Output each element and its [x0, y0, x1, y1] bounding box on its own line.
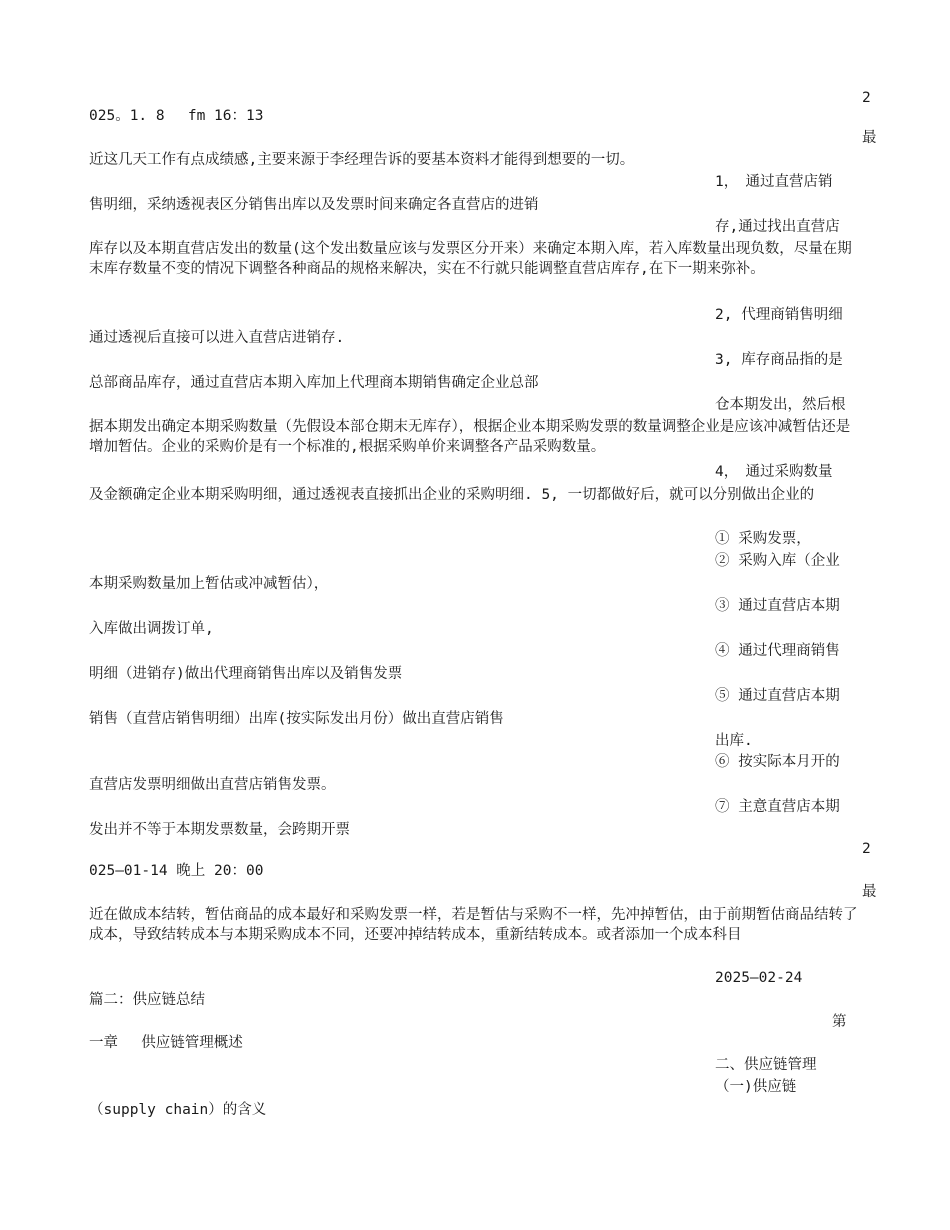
- paragraph-line: 通过透视后直接可以进入直营店进销存.: [89, 330, 345, 346]
- paragraph: 及金额确定企业本期采购明细，通过透视表直接抓出企业的采购明细. 5, 一切都做好后，就可以分别做出企业的: [89, 487, 815, 503]
- list-item: 2, 代理商销售明细: [715, 307, 843, 323]
- list-item: 3, 库存商品指的是: [715, 352, 843, 368]
- chapter-title: 一章 供应链管理概述: [89, 1035, 243, 1051]
- paragraph: 近在做成本结转，暂估商品的成本最好和采购发票一样，若是暂估与采购不一样，先冲掉暂估，由于前期暂估商品结转了成本，导致结转成本与本期采购成本不同，还要冲掉结转成本，重新结转成本。或者添加一个成本科目: [89, 907, 858, 943]
- list-item: 4， 通过采购数量: [715, 464, 833, 480]
- margin-char: 最: [862, 130, 877, 146]
- paragraph-line: 明细（进销存)做出代理商销售出库以及销售发票: [89, 666, 403, 682]
- paragraph-line: 近这几天工作有点成绩感,主要来源于李经理告诉的要基本资料才能得到想要的一切。: [89, 152, 635, 168]
- margin-number: 2: [862, 841, 871, 857]
- list-item: ⑦ 主意直营店本期: [715, 799, 840, 815]
- margin-char: 第: [832, 1014, 847, 1030]
- list-item: ③ 通过直营店本期: [715, 598, 840, 614]
- paragraph: 据本期发出确定本期采购数量（先假设本部仓期末无库存），根据企业本期采购发票的数量调整企业是应该冲减暂估还是增加暂估。企业的采购价是有一个标准的,根据采购单价来调整各产品采购数量。: [89, 419, 851, 455]
- paragraph-line: 销售（直营店销售明细）出库(按实际发出月份）做出直营店销售: [89, 711, 504, 727]
- paragraph-line: 售明细，采纳透视表区分销售出库以及发票时间来确定各直营店的进销: [89, 197, 539, 213]
- subsection-title: （一)供应链: [715, 1079, 797, 1095]
- paragraph-line: 存,通过找出直营店: [715, 219, 840, 235]
- section-title: 二、供应链管理: [715, 1057, 817, 1073]
- paragraph-line: 入库做出调拨订单,: [89, 621, 214, 637]
- paragraph-line: 发出并不等于本期发票数量，会跨期开票: [89, 822, 350, 838]
- list-item: ⑤ 通过直营店本期: [715, 688, 840, 704]
- entry-timestamp: 025—01-14 晚上 20：00: [89, 863, 264, 879]
- entry-date: 2025—02-24: [715, 970, 803, 986]
- list-item: ① 采购发票，: [715, 531, 811, 547]
- paragraph-line: 本期采购数量加上暂估或冲减暂估），: [89, 576, 329, 592]
- paragraph-line: （supply chain）的含义: [89, 1102, 267, 1118]
- section-heading: 篇二：供应链总结: [89, 992, 205, 1008]
- paragraph-line: 直营店发票明细做出直营店销售发票。: [89, 777, 336, 793]
- list-item: ② 采购入库（企业: [715, 553, 840, 569]
- paragraph-line: 仓本期发出，然后根: [715, 397, 846, 413]
- paragraph: 库存以及本期直营店发出的数量(这个发出数量应该与发票区分开来）来确定本期入库，若入库数量出现负数，尽量在期末库存数量不变的情况下调整各种商品的规格来解决，实在不行就只能调整直营店库存,在下一期来弥补。: [89, 241, 852, 277]
- entry-timestamp: 025。1. 8 fm 16：13: [89, 108, 264, 124]
- paragraph-line: 1， 通过直营店销: [715, 174, 833, 190]
- margin-number: 2: [862, 90, 871, 106]
- list-item: ④ 通过代理商销售: [715, 643, 840, 659]
- list-item: ⑥ 按实际本月开的: [715, 754, 840, 770]
- paragraph-line: 总部商品库存，通过直营店本期入库加上代理商本期销售确定企业总部: [89, 375, 539, 391]
- margin-char: 最: [862, 884, 877, 900]
- paragraph-line: 出库.: [715, 733, 753, 749]
